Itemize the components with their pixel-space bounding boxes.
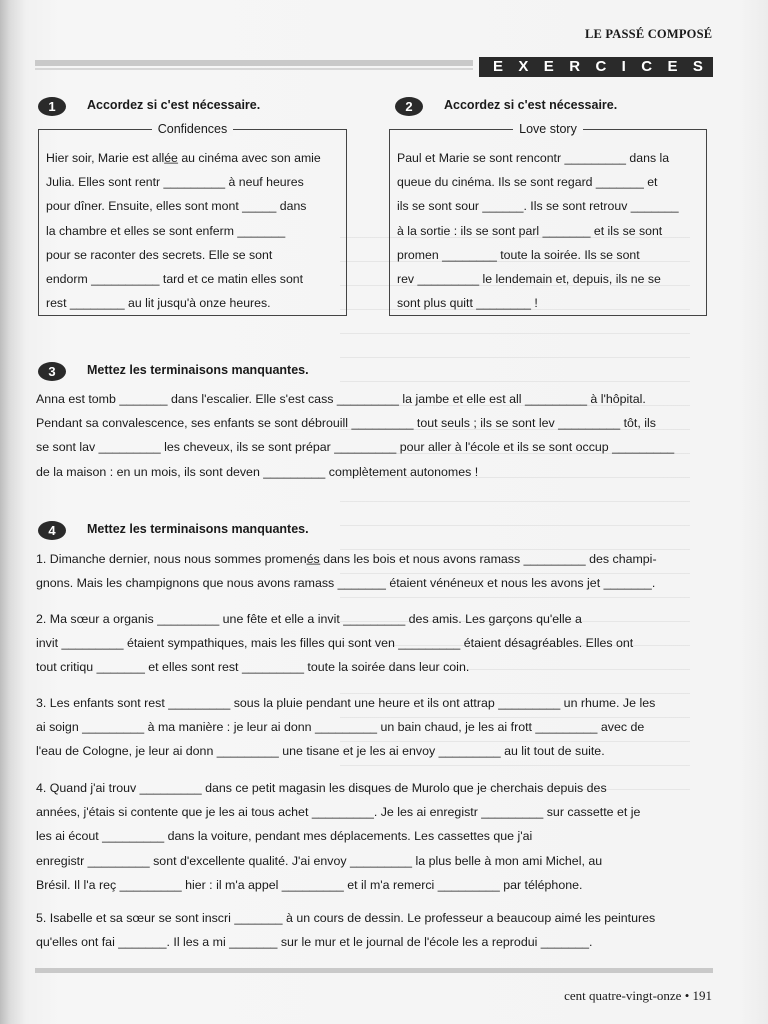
exercise-3-instruction: Mettez les terminaisons manquantes.: [87, 363, 309, 377]
text-line: de la maison : en un mois, ils sont deven _________ complètement autonomes !: [36, 464, 479, 479]
page-header: LE PASSÉ COMPOSÉ: [585, 27, 713, 41]
text-line: les ai écout _________ dans la voiture, pendant mes déplacements. Les cassettes que j'ai: [36, 829, 533, 844]
text-line: queue du cinéma. Ils se sont regard _______ et: [397, 175, 658, 190]
text-line: rev _________ le lendemain et, depuis, ils ne se: [397, 271, 661, 286]
text-line: Julia. Elles sont rentr _________ à neuf heures: [46, 175, 304, 190]
text-line: Hier soir, Marie est allé̲e̲ au cinéma avec son amie: [46, 151, 321, 165]
exercise-4-number: 4: [38, 521, 66, 540]
text-line: 1. Dimanche dernier, nous nous sommes promené̲s̲ dans les bois et nous avons ramass _________ des champi-: [36, 552, 657, 566]
text-line: rest ________ au lit jusqu'à onze heures.: [46, 296, 271, 311]
text-line: Paul et Marie se sont rencontr _________ dans la: [397, 151, 670, 165]
exercise-4-item-2: [36, 607, 712, 680]
text-line: se sont lav _________ les cheveux, ils se sont prépar _________ pour aller à l'école et ils se sont occup _________: [36, 440, 675, 455]
text-line: Anna est tomb _______ dans l'escalier. Elle s'est cass _________ la jambe et elle est all _________ à l'hôpital.: [36, 392, 646, 406]
exercise-2-text: [397, 146, 700, 315]
exercise-1-text: [46, 146, 340, 315]
exercise-2-number: 2: [395, 97, 423, 116]
exercise-3-number: 3: [38, 362, 66, 381]
text-line: sont plus quitt ________ !: [397, 296, 538, 311]
exercise-1-instruction: Accordez si c'est nécessaire.: [87, 98, 261, 112]
page-footer: cent quatre-vingt-onze • 191: [564, 988, 712, 1003]
text-line: 4. Quand j'ai trouv _________ dans ce petit magasin les disques de Murolo que je cherchais depuis des: [36, 781, 607, 795]
decorative-rule: [35, 68, 473, 70]
decorative-rule: [35, 968, 713, 973]
text-line: l'eau de Cologne, je leur ai donn _________ une tisane et je les ai envoy _________ au lit tout de suite.: [36, 744, 605, 759]
text-line: gnons. Mais les champignons que nous avons ramass _______ étaient vénéneux et nous les avons jet _______.: [36, 576, 656, 591]
text-line: ils se sont sour ______. Ils se sont retrouv _______: [397, 199, 679, 214]
text-line: à la sortie : ils se sont parl _______ et ils se sont: [397, 223, 663, 238]
text-line: enregistr _________ sont d'excellente qualité. J'ai envoy _________ la plus belle à mon ami Michel, au: [36, 853, 603, 868]
text-line: promen ________ toute la soirée. Ils se sont: [397, 247, 640, 262]
exercise-1-number: 1: [38, 97, 66, 116]
decorative-rule: [35, 60, 473, 66]
exercise-4-item-4: [36, 776, 712, 897]
exercise-2-instruction: Accordez si c'est nécessaire.: [444, 98, 618, 112]
exercise-4-item-3: [36, 691, 712, 764]
text-line: pour se raconter des secrets. Elle se sont: [46, 247, 273, 262]
text-line: pour dîner. Ensuite, elles sont mont _____ dans: [46, 199, 307, 214]
exercise-1-box: [38, 122, 347, 316]
text-line: Brésil. Il l'a reç _________ hier : il m'a appel _________ et il m'a remerci _________ par téléphone.: [36, 877, 583, 892]
exercise-1-title: Confidences: [152, 122, 234, 136]
exercices-label: EXERCICES: [479, 57, 713, 77]
text-line: ai soign _________ à ma manière : je leur ai donn _________ un bain chaud, je les ai frott _________ avec de: [36, 720, 645, 735]
exercise-4-item-1: [36, 547, 712, 595]
text-line: années, j'étais si contente que je les ai tous achet _________. Je les ai enregistr _________ sur cassette et je: [36, 805, 641, 820]
text-line: 5. Isabelle et sa sœur se sont inscri _______ à un cours de dessin. Le professeur a beaucoup aimé les peintures: [36, 911, 656, 925]
exercise-3-text: [36, 387, 712, 484]
text-line: tout critiqu _______ et elles sont rest _________ toute la soirée dans leur coin.: [36, 660, 470, 675]
exercise-4-instruction: Mettez les terminaisons manquantes.: [87, 522, 309, 536]
exercise-2-box: [389, 122, 707, 316]
text-line: invit _________ étaient sympathiques, mais les filles qui sont ven _________ étaient désagréables. Elles ont: [36, 636, 634, 651]
exercise-4-item-5: [36, 906, 712, 954]
text-line: qu'elles ont fai _______. Il les a mi _______ sur le mur et le journal de l'école les a reprodui _______.: [36, 935, 593, 950]
text-line: Pendant sa convalescence, ses enfants se sont débrouill _________ tout seuls ; ils se sont lev _________ tôt, ils: [36, 416, 656, 431]
text-line: la chambre et elles se sont enferm _______: [46, 223, 286, 238]
exercices-band: [35, 57, 719, 77]
text-line: endorm __________ tard et ce matin elles sont: [46, 271, 304, 286]
exercise-2-title: Love story: [513, 122, 583, 136]
text-line: 2. Ma sœur a organis _________ une fête et elle a invit _________ des amis. Les garçons qu'elle a: [36, 612, 582, 626]
text-line: 3. Les enfants sont rest _________ sous la pluie pendant une heure et ils ont attrap _________ un rhume. Je les: [36, 696, 656, 710]
